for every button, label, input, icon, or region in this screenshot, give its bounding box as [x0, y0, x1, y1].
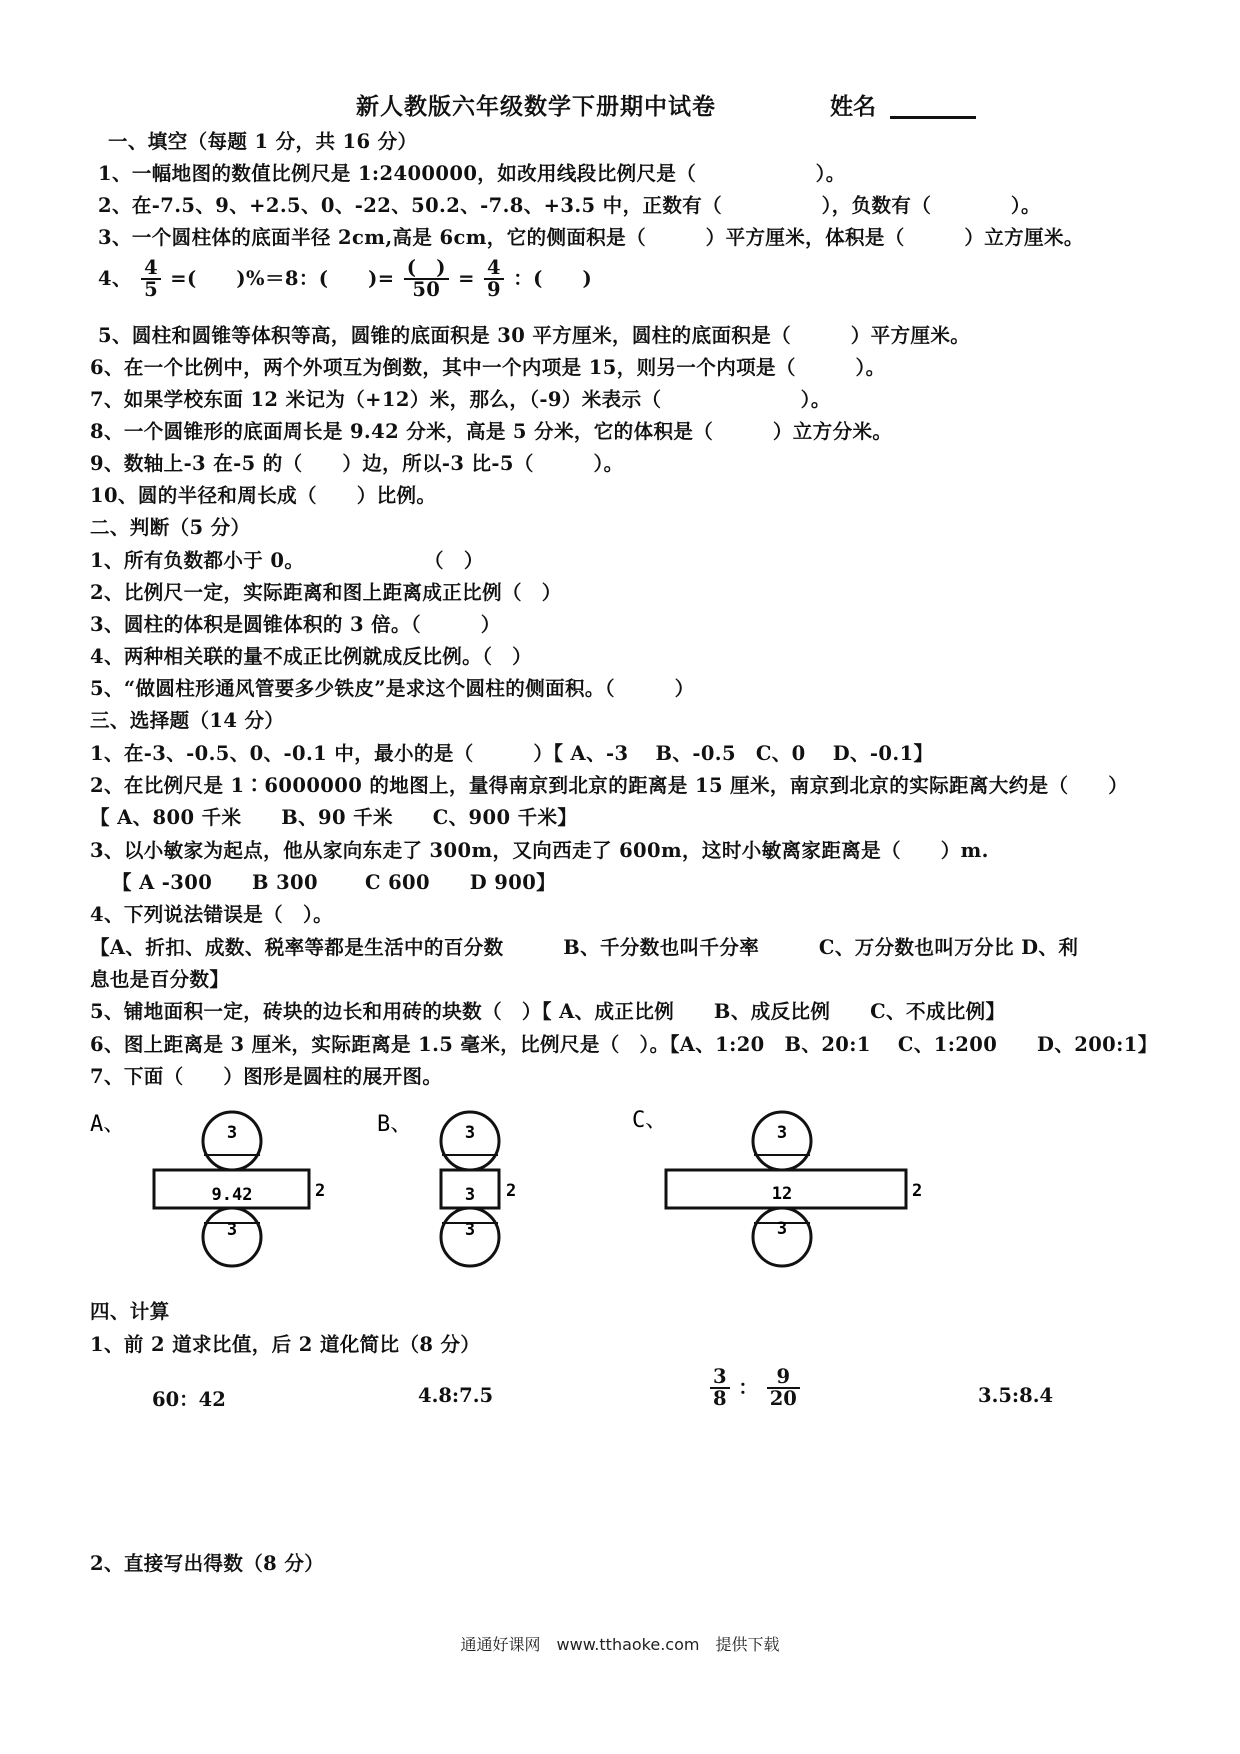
q4-middle-1: =( )%＝8：( )=: [170, 266, 395, 290]
figure-c-rect-value: 12: [771, 1184, 793, 1204]
figure-a-side-value: 2: [315, 1181, 326, 1201]
cylinder-net-figures: [0, 1095, 1240, 1295]
s2-question-2: 2、比例尺一定，实际距离和图上距离成正比例（ ）: [90, 581, 562, 604]
q4-fraction-3: [484, 258, 504, 301]
calc3-separator: ：: [738, 1375, 758, 1399]
figure-b: [377, 1112, 516, 1266]
s1-question-7: 7、如果学校东面 12 米记为（+12）米，那么，（-9）米表示（ ）。: [90, 388, 831, 411]
exam-title: 新人教版六年级数学下册期中试卷: [356, 93, 716, 120]
s4-subheading-2: 2、直接写出得数（8 分）: [90, 1552, 325, 1575]
s1-question-9: 9、数轴上-3 在-5 的（ ）边，所以-3 比-5（ ）。: [90, 452, 624, 475]
s1-question-3: 3、一个圆柱体的底面半径 2cm,高是 6cm，它的侧面积是（ ）平方厘米，体积是（ ）立方厘米。: [98, 226, 1084, 249]
figure-b-top-value: 3: [464, 1123, 476, 1143]
q4-suffix: ：( ): [513, 266, 593, 290]
figure-a-rect-value: 9.42: [211, 1185, 253, 1205]
calc-item-2: 4.8:7.5: [418, 1384, 494, 1407]
s2-question-5: 5、“做圆柱形通风管要多少铁皮”是求这个圆柱的侧面积。（ ）: [90, 677, 695, 700]
s2-question-1: 1、所有负数都小于 0。 （ ）: [90, 549, 484, 572]
s4-subheading-1: 1、前 2 道求比值，后 2 道化简比（8 分）: [90, 1333, 481, 1356]
calc3-f1-denominator: 8: [713, 1387, 727, 1411]
figure-a-top-value: 3: [226, 1123, 238, 1143]
s1-question-5: 5、圆柱和圆锥等体积等高，圆锥的底面积是 30 平方厘米，圆柱的底面积是（ ）平方厘米。: [98, 324, 971, 347]
calc3-f2-denominator: 20: [769, 1387, 797, 1411]
q4-f1-numerator: 4: [141, 258, 161, 280]
s3-question-4-options-2: 息也是百分数】: [90, 968, 230, 991]
s1-question-8: 8、一个圆锥形的底面周长是 9.42 分米，高是 5 分米，它的体积是（ ）立方分米。: [90, 420, 893, 443]
calc3-fraction-2: [767, 1367, 800, 1410]
s1-question-10: 10、圆的半径和周长成（ ）比例。: [90, 484, 437, 507]
s3-question-2-options: 【 A、800 千米 B、90 千米 C、900 千米】: [90, 806, 578, 829]
figure-b-rect-value: 3: [464, 1185, 476, 1205]
calc3-f1-numerator: 3: [710, 1367, 730, 1389]
q4-f3-denominator: 9: [487, 278, 502, 302]
s3-question-1: 1、在-3、-0.5、0、-0.1 中，最小的是（ ）【 A、-3 B、-0.5 C、0 D、-0.1】: [90, 742, 934, 765]
s3-question-2: 2、在比例尺是 1∶6000000 的地图上，量得南京到北京的距离是 15 厘米，南京到北京的实际距离大约是（ ）: [90, 774, 1129, 797]
footer-watermark: 通通好课网 www.tthaoke.com 提供下载: [460, 1635, 780, 1654]
figure-c-bottom-value: 3: [776, 1219, 788, 1239]
section1-heading: 一、填空（每题 1 分，共 16 分）: [108, 130, 418, 153]
s1-question-6: 6、在一个比例中，两个外项互为倒数，其中一个内项是 15，则另一个内项是（ ）。: [90, 356, 886, 379]
calc-item-4: 3.5:8.4: [978, 1384, 1054, 1407]
section3-heading: 三、选择题（14 分）: [90, 709, 285, 732]
s2-question-3: 3、圆柱的体积是圆锥体积的 3 倍。（ ）: [90, 613, 501, 636]
q4-middle-2: =: [458, 266, 475, 290]
figure-c: [632, 1108, 922, 1266]
q4-fraction-1: [141, 258, 161, 301]
figure-a: [90, 1112, 325, 1266]
figure-a-bottom-value: 3: [226, 1220, 238, 1240]
calc-item-3: [708, 1367, 802, 1410]
s3-question-7: 7、下面（ ）图形是圆柱的展开图。: [90, 1065, 443, 1088]
s3-question-6: 6、图上距离是 3 厘米，实际距离是 1.5 毫米，比例尺是（ ）。【A、1:20 B、20:1 C、1:200 D、200:1】: [90, 1033, 1158, 1056]
figure-b-label: B、: [377, 1112, 413, 1137]
figure-c-label: C、: [632, 1108, 668, 1133]
figure-a-label: A、: [90, 1112, 126, 1137]
name-blank[interactable]: [890, 116, 976, 119]
q4-prefix: 4、: [98, 266, 132, 290]
s2-question-4: 4、两种相关联的量不成正比例就成反比例。（ ）: [90, 645, 533, 668]
calc3-f2-numerator: 9: [767, 1367, 800, 1389]
section4-heading: 四、计算: [90, 1300, 170, 1323]
q4-f1-denominator: 5: [144, 278, 159, 302]
figure-b-bottom-value: 3: [464, 1220, 476, 1240]
s1-question-1: 1、一幅地图的数值比例尺是 1:2400000，如改用线段比例尺是（ ）。: [98, 162, 846, 185]
section2-heading: 二、判断（5 分）: [90, 516, 251, 539]
q4-fraction-2: [404, 258, 449, 301]
s3-question-3: 3、以小敏家为起点，他从家向东走了 300m，又向西走了 600m，这时小敏离家距离是（ ）m.: [90, 839, 989, 862]
q4-f3-numerator: 4: [484, 258, 504, 280]
s3-question-3-options: 【 A -300 B 300 C 600 D 900】: [112, 871, 557, 894]
s3-question-4-options-1: 【A、折扣、成数、税率等都是生活中的百分数 B、千分数也叫千分率 C、万分数也叫万分比 D、利: [90, 936, 1079, 959]
calc-item-1: 60：42: [152, 1388, 226, 1411]
calc3-fraction-1: [710, 1367, 730, 1410]
s3-question-4: 4、下列说法错误是（ ）。: [90, 903, 334, 926]
figure-b-side-value: 2: [506, 1181, 517, 1201]
name-label: 姓名: [830, 93, 876, 120]
figure-c-side-value: 2: [912, 1181, 923, 1201]
s3-question-5: 5、铺地面积一定，砖块的边长和用砖的块数（ ）【 A、成正比例 B、成反比例 C、不成比例】: [90, 1000, 1006, 1023]
q4-f2-numerator: ( ): [404, 258, 449, 280]
s1-question-2: 2、在-7.5、9、+2.5、0、-22、50.2、-7.8、+3.5 中，正数有（ ），负数有（ ）。: [98, 194, 1041, 217]
s1-question-4: [98, 258, 592, 301]
q4-f2-denominator: 50: [412, 278, 441, 302]
figure-c-top-value: 3: [776, 1123, 788, 1143]
